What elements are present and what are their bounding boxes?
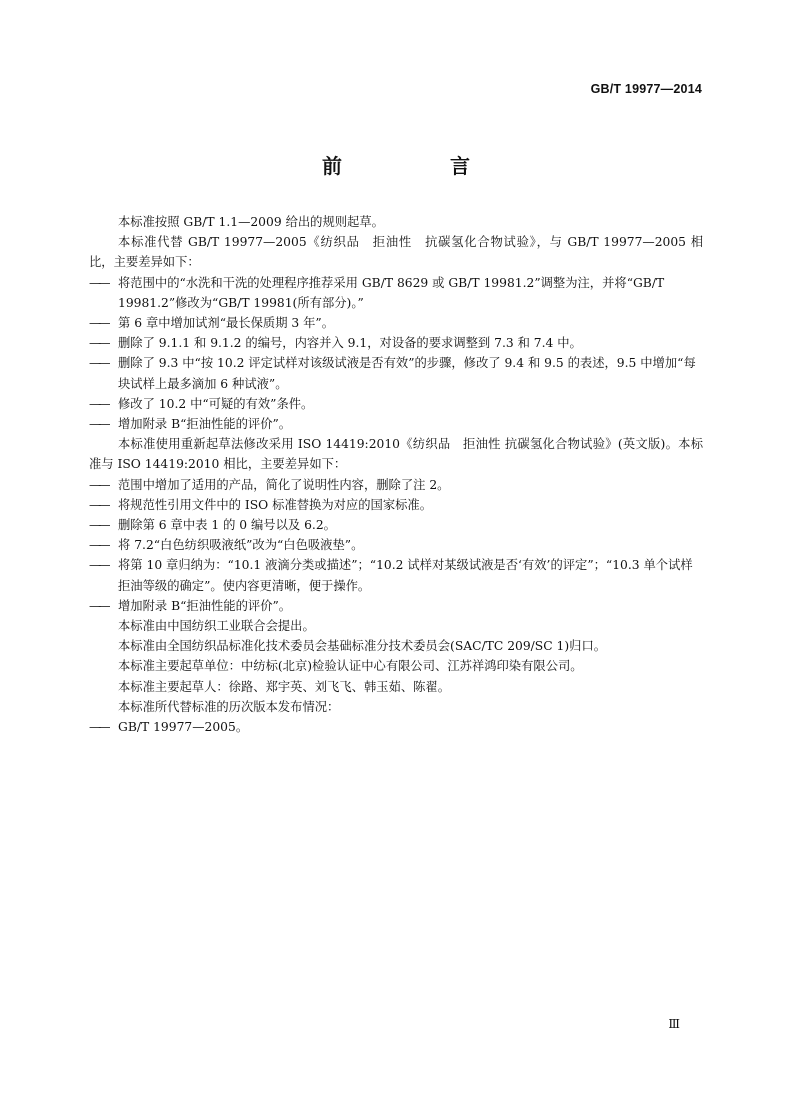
list-item: —— 范围中增加了适用的产品，简化了说明性内容，删除了注 2。 <box>89 475 703 495</box>
foreword-content <box>89 212 703 737</box>
list-item: —— 修改了 10.2 中“可疑的有效”条件。 <box>89 394 703 414</box>
page-title: 前 言 <box>322 154 514 178</box>
list-item: —— GB/T 19977—2005。 <box>89 717 703 737</box>
paragraph: 本标准按照 GB/T 1.1—2009 给出的规则起草。 <box>118 215 384 229</box>
paragraph: 本标准由中国纺织工业联合会提出。 <box>118 619 315 634</box>
list-item: —— 删除了 9.3 中“按 10.2 评定试样对该级试液是否有效”的步骤，修改了 9.4 和 9.5 的表述，9.5 中增加“每块试样上最多滴加 6 种试液”。 <box>89 353 703 393</box>
list-item: —— 删除了 9.1.1 和 9.1.2 的编号，内容并入 9.1，对设备的要求调整到 7.3 和 7.4 中。 <box>89 333 703 353</box>
paragraph: 本标准由全国纺织品标准化技术委员会基础标准分技术委员会(SAC/TC 209/SC 1)归口。 <box>118 639 607 654</box>
list-item: —— 第 6 章中增加试剂“最长保质期 3 年”。 <box>89 313 703 333</box>
list-item: —— 删除第 6 章中表 1 的 0 编号以及 6.2。 <box>89 515 703 535</box>
list-item: —— 增加附录 B“拒油性能的评价”。 <box>89 596 703 616</box>
list-item: —— 将范围中的“水洗和干洗的处理程序推荐采用 GB/T 8629 或 GB/T 19981.2”调整为注，并将“GB/T 19981.2”修改为“GB/T 19981(所有部分)。” <box>89 273 703 313</box>
paragraph: 本标准主要起草人：徐路、郑宇英、刘飞飞、韩玉茹、陈翟。 <box>118 679 451 694</box>
document-code: GB/T 19977—2014 <box>590 82 702 96</box>
list-item: —— 将第 10 章归纳为：“10.1 液滴分类或描述”；“10.2 试样对某级试液是否‘有效’的评定”；“10.3 单个试样拒油等级的确定”。使内容更清晰，便于操作。 <box>89 555 703 595</box>
list-item: —— 将规范性引用文件中的 ISO 标准替换为对应的国家标准。 <box>89 495 703 515</box>
list-item: —— 增加附录 B“拒油性能的评价”。 <box>89 414 703 434</box>
list-item: —— 将 7.2“白色纺织吸液纸”改为“白色吸液垫”。 <box>89 535 703 555</box>
paragraph: 本标准主要起草单位：中纺标(北京)检验认证中心有限公司、江苏祥鸿印染有限公司。 <box>118 659 583 674</box>
paragraph: 本标准所代替标准的历次版本发布情况： <box>118 699 340 714</box>
paragraph: 本标准使用重新起草法修改采用 ISO 14419:2010《纺织品 拒油性 抗碳氢化合物试验》(英文版)。本标准与 ISO 14419:2010 相比，主要差异如下： <box>89 437 703 472</box>
paragraph: 本标准代替 GB/T 19977—2005《纺织品 拒油性 抗碳氢化合物试验》，与 GB/T 19977—2005 相比，主要差异如下： <box>89 235 703 270</box>
page-number: Ⅲ <box>668 1017 680 1031</box>
